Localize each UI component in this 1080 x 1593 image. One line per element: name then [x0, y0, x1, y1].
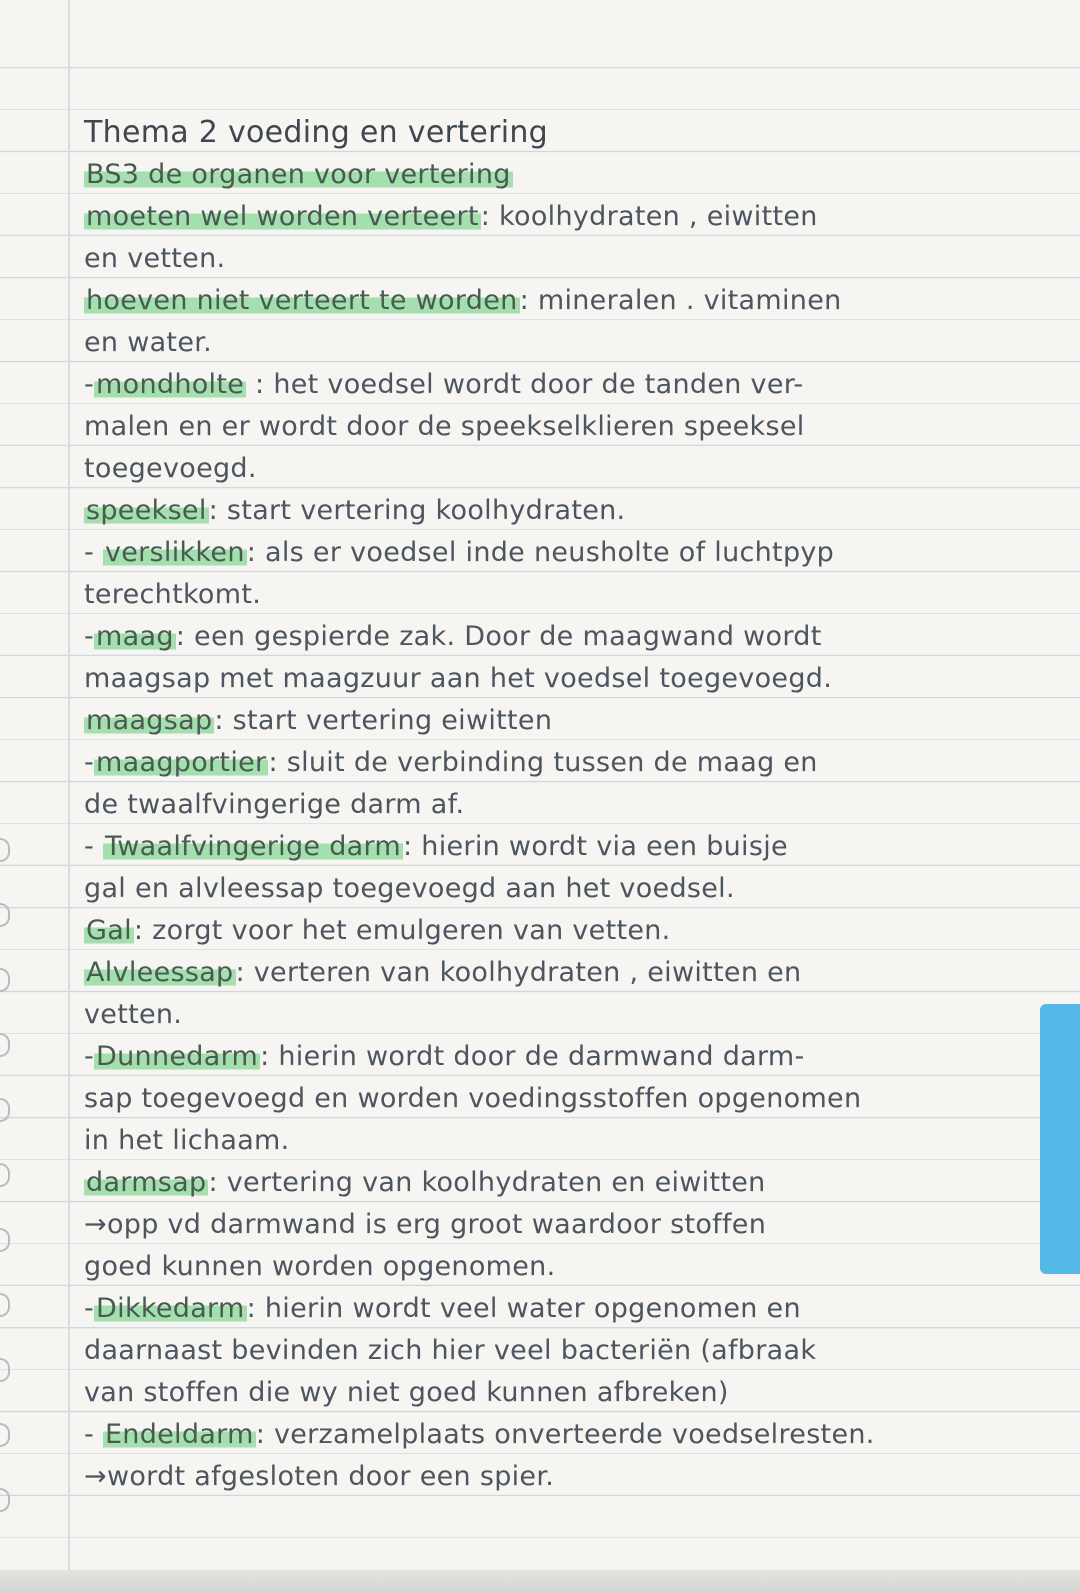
- note-text: : hierin wordt door de darmwand darm-: [260, 1041, 805, 1072]
- note-text: : sluit de verbinding tussen de maag en: [268, 747, 818, 778]
- note-line: [84, 1036, 1014, 1078]
- term-highlight: hoeven niet verteert te worden: [86, 285, 518, 316]
- margin-line: [68, 0, 70, 1593]
- blue-page-tab: [1040, 1004, 1080, 1274]
- note-line: [84, 196, 1014, 238]
- note-text: : als er voedsel inde neusholte of luchtpyp: [246, 537, 835, 568]
- note-line: maagsap met maagzuur aan het voedsel toegevoegd.: [84, 663, 833, 694]
- note-line: [84, 532, 1014, 574]
- bullet-dash: -: [84, 369, 95, 400]
- term-highlight: maagportier: [96, 747, 267, 778]
- term-highlight: Dunnedarm: [96, 1041, 259, 1072]
- term-highlight: moeten wel worden verteert: [86, 201, 479, 232]
- note-line: [84, 1162, 1014, 1204]
- term-highlight: Alvleessap: [86, 957, 234, 988]
- note-line: [84, 952, 1014, 994]
- term-highlight: verslikken: [104, 537, 245, 568]
- note-text: : start vertering eiwitten: [214, 705, 553, 736]
- term-highlight: speeksel: [86, 495, 207, 526]
- note-line: daarnaast bevinden zich hier veel bacteriën (afbraak: [84, 1335, 817, 1366]
- term-highlight: maag: [96, 621, 174, 652]
- bullet-dash: -: [84, 831, 103, 862]
- note-line: in het lichaam.: [84, 1125, 290, 1156]
- bullet-dash: -: [84, 1293, 95, 1324]
- note-line: [84, 1288, 1014, 1330]
- handwritten-notes: [84, 112, 1014, 1498]
- page-bottom-edge: [0, 1570, 1080, 1593]
- note-text: : hierin wordt veel water opgenomen en: [246, 1293, 801, 1324]
- note-line: en water.: [84, 327, 213, 358]
- note-line: [84, 280, 1014, 322]
- note-text: : koolhydraten , eiwitten: [480, 201, 818, 232]
- bullet-dash: -: [84, 537, 103, 568]
- note-line: de twaalfvingerige darm af.: [84, 789, 465, 820]
- term-highlight: Twaalfvingerige darm: [104, 831, 402, 862]
- note-line: vetten.: [84, 999, 183, 1030]
- note-line: [84, 1414, 1014, 1456]
- note-line: malen en er wordt door de speekselklieren speeksel: [84, 411, 805, 442]
- note-line: toegevoegd.: [84, 453, 257, 484]
- note-line: van stoffen die wy niet goed kunnen afbreken): [84, 1377, 729, 1408]
- term-highlight: Endeldarm: [104, 1419, 254, 1450]
- subtitle-highlight: BS3 de organen voor vertering: [86, 159, 511, 190]
- note-text: : start vertering koolhydraten.: [208, 495, 626, 526]
- note-text: : hierin wordt via een buisje: [403, 831, 788, 862]
- note-line: [84, 1204, 1014, 1246]
- bullet-dash: -: [84, 1419, 103, 1450]
- term-highlight: mondholte: [96, 369, 245, 400]
- bullet-dash: -: [84, 747, 95, 778]
- note-line: [84, 616, 1014, 658]
- note-line: gal en alvleessap toegevoegd aan het voedsel.: [84, 873, 735, 904]
- note-line: en vetten.: [84, 243, 226, 274]
- note-text: : verteren van koolhydraten , eiwitten en: [235, 957, 802, 988]
- arrow-right-icon: →: [84, 1209, 107, 1240]
- note-line: [84, 742, 1014, 784]
- note-text: : verzamelplaats onverteerde voedselresten.: [255, 1419, 875, 1450]
- page-title: Thema 2 voeding en vertering: [84, 115, 548, 150]
- note-line: [84, 1456, 1014, 1498]
- note-text: : mineralen . vitaminen: [519, 285, 842, 316]
- note-text: : vertering van koolhydraten en eiwitten: [208, 1167, 766, 1198]
- note-line: [84, 910, 1014, 952]
- note-line: [84, 700, 1014, 742]
- note-line: [84, 490, 1014, 532]
- bullet-dash: -: [84, 1041, 95, 1072]
- note-line: terechtkomt.: [84, 579, 262, 610]
- note-line: sap toegevoegd en worden voedingsstoffen opgenomen: [84, 1083, 862, 1114]
- note-text: : een gespierde zak. Door de maagwand wordt: [175, 621, 822, 652]
- note-text: opp vd darmwand is erg groot waardoor stoffen: [106, 1209, 767, 1240]
- note-text: : het voedsel wordt door de tanden ver-: [246, 369, 804, 400]
- note-line: [84, 364, 1014, 406]
- term-highlight: Gal: [86, 915, 132, 946]
- term-highlight: Dikkedarm: [96, 1293, 245, 1324]
- term-highlight: darmsap: [86, 1167, 207, 1198]
- term-highlight: maagsap: [86, 705, 213, 736]
- note-line: [84, 154, 1014, 196]
- note-text: wordt afgesloten door een spier.: [106, 1461, 555, 1492]
- bullet-dash: -: [84, 621, 95, 652]
- note-text: : zorgt voor het emulgeren van vetten.: [133, 915, 671, 946]
- note-line: [84, 826, 1014, 868]
- arrow-right-icon: →: [84, 1461, 107, 1492]
- note-line: goed kunnen worden opgenomen.: [84, 1251, 556, 1282]
